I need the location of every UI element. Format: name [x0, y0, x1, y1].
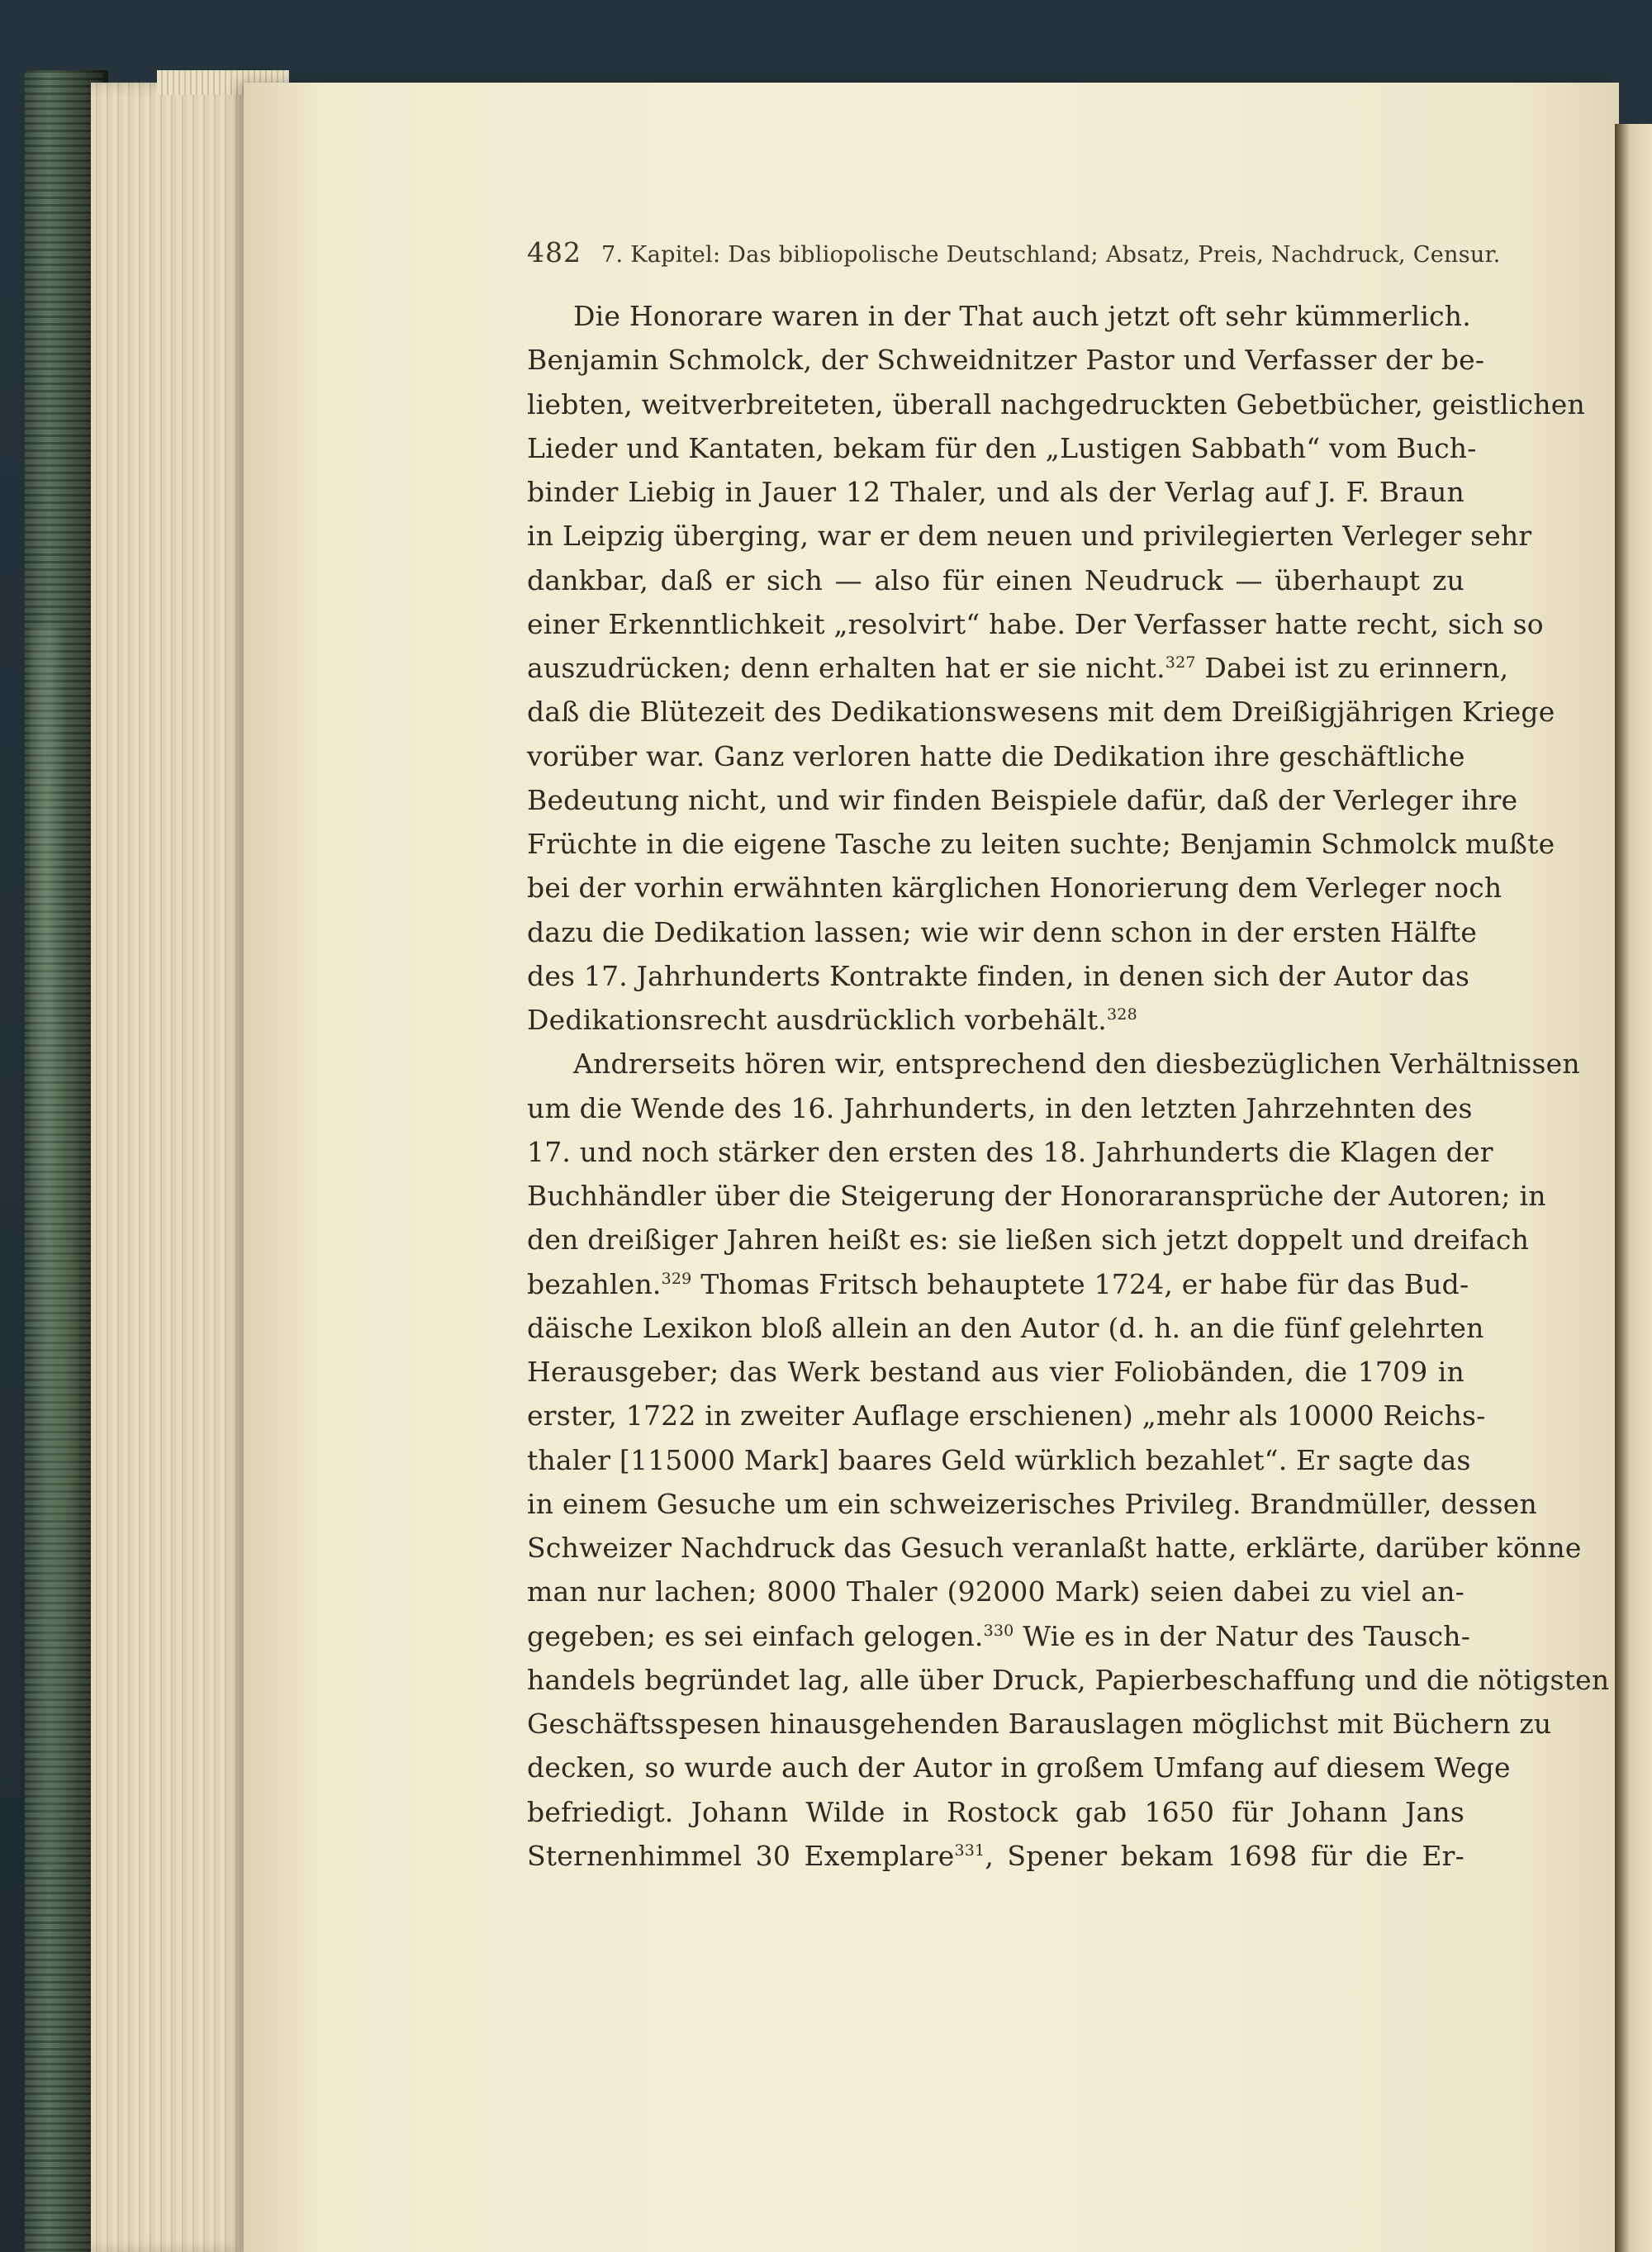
page-number: 482	[527, 236, 582, 268]
text-segment: Dedikationsrecht ausdrücklich vorbehält.	[527, 1004, 1107, 1036]
footnote-ref: 328	[1107, 1005, 1137, 1024]
text-line: daß die Blütezeit des Dedikationswesens mit dem Dreißigjährigen Kriege	[527, 696, 1555, 729]
text-line: Lieder und Kantaten, bekam für den „Lustigen Sabbath“ vom Buch-	[527, 431, 1477, 464]
marbled-cover	[30, 628, 79, 1867]
text-line: Benjamin Schmolck, der Schweidnitzer Pastor und Verfasser der be-	[527, 344, 1485, 377]
text-line: in Leipzig überging, war er dem neuen und privilegierten Verleger sehr	[527, 520, 1532, 553]
text-line: vorüber war. Ganz verloren hatte die Dedikation ihre geschäftliche	[527, 739, 1465, 772]
text-line: in einem Gesuche um ein schweizerisches Privileg. Brandmüller, dessen	[527, 1487, 1537, 1520]
text-segment: Wie es in der Natur des Tausch-	[1023, 1619, 1471, 1652]
text-line: Geschäftsspesen hinausgehenden Barauslagen möglichst mit Büchern zu	[527, 1708, 1552, 1740]
text-line: Die Honorare waren in der That auch jetzt oft sehr kümmerlich.	[573, 300, 1471, 332]
text-line: dankbar, daß er sich — also für einen Neudruck — überhaupt zu	[527, 563, 1464, 596]
text-segment: , Spener bekam 1698 für die Er-	[985, 1839, 1464, 1872]
text-line: Andrerseits hören wir, entsprechend den diesbezüglichen Verhältnissen	[573, 1048, 1580, 1081]
text-line: decken, so wurde auch der Autor in großem Umfang auf diesem Wege	[527, 1751, 1511, 1784]
running-header	[527, 236, 1501, 278]
text-line: den dreißiger Jahren heißt es: sie ließen sich jetzt doppelt und dreifach	[527, 1223, 1530, 1257]
text-line	[527, 646, 1509, 690]
text-line	[527, 1614, 1471, 1658]
text-segment: Sternenhimmel 30 Exemplare	[527, 1839, 955, 1872]
body-text	[527, 294, 1610, 1878]
text-line: bei der vorhin erwähnten kärglichen Honorierung dem Verleger noch	[527, 872, 1502, 905]
page-edges	[91, 83, 256, 2252]
text-line: Herausgeber; das Werk bestand aus vier Foliobänden, die 1709 in	[527, 1356, 1464, 1388]
text-segment: Dabei ist zu erinnern,	[1204, 652, 1509, 684]
text-line: dazu die Dedikation lassen; wie wir denn schon in der ersten Hälfte	[527, 915, 1478, 948]
text-line: Früchte in die eigene Tasche zu leiten suchte; Benjamin Schmolck mußte	[527, 828, 1555, 860]
text-line: Schweizer Nachdruck das Gesuch veranlaßt hatte, erklärte, darüber könne	[527, 1532, 1582, 1564]
text-line: erster, 1722 in zweiter Auflage erschienen) „mehr als 10000 Reichs-	[527, 1399, 1486, 1432]
text-line: des 17. Jahrhunderts Kontrakte finden, in denen sich der Autor das	[527, 959, 1470, 992]
text-segment: auszudrücken; denn erhalten hat er sie nicht.	[527, 652, 1165, 684]
text-line: einer Erkenntlichkeit „resolvirt“ habe. Der Verfasser hatte recht, sich so	[527, 607, 1544, 640]
text-line	[527, 998, 1464, 1042]
text-line: 17. und noch stärker den ersten des 18. Jahrhunderts die Klagen der	[527, 1135, 1493, 1168]
footnote-ref: 331	[954, 1841, 985, 1860]
footnote-ref: 330	[983, 1621, 1014, 1640]
footnote-ref: 327	[1165, 653, 1196, 672]
text-line: man nur lachen; 8000 Thaler (92000 Mark) seien dabei zu viel an-	[527, 1575, 1464, 1608]
text-segment: gegeben; es sei einfach gelogen.	[527, 1619, 984, 1652]
text-line	[527, 1262, 1469, 1306]
text-line: thaler [115000 Mark] baares Geld würklich bezahlet“. Er sagte das	[527, 1443, 1471, 1476]
text-line: Buchhändler über die Steigerung der Honoraransprüche der Autoren; in	[527, 1180, 1546, 1212]
text-line: Bedeutung nicht, und wir finden Beispiele dafür, daß der Verleger ihre	[527, 783, 1518, 816]
running-title: 7. Kapitel: Das bibliopolische Deutschland; Absatz, Preis, Nachdruck, Censur.	[601, 242, 1501, 268]
text-line	[527, 1834, 1464, 1878]
text-line: befriedigt. Johann Wilde in Rostock gab 1650 für Johann Jans	[527, 1795, 1464, 1828]
footnote-ref: 329	[661, 1269, 692, 1288]
text-line: handels begründet lag, alle über Druck, Papierbeschaffung und die nötigsten	[527, 1663, 1610, 1696]
facing-page-edge	[1615, 124, 1652, 2252]
text-line: um die Wende des 16. Jahrhunderts, in den letzten Jahrzehnten des	[527, 1091, 1473, 1124]
text-segment: bezahlen.	[527, 1267, 662, 1300]
text-line: liebten, weitverbreiteten, überall nachgedruckten Gebetbücher, geistlichen	[527, 387, 1585, 420]
text-line: däische Lexikon bloß allein an den Autor (d. h. an die fünf gelehrten	[527, 1311, 1484, 1344]
text-line: binder Liebig in Jauer 12 Thaler, und als der Verlag auf J. F. Braun	[527, 476, 1464, 508]
text-segment: Thomas Fritsch behauptete 1724, er habe für das Bud-	[700, 1267, 1469, 1300]
